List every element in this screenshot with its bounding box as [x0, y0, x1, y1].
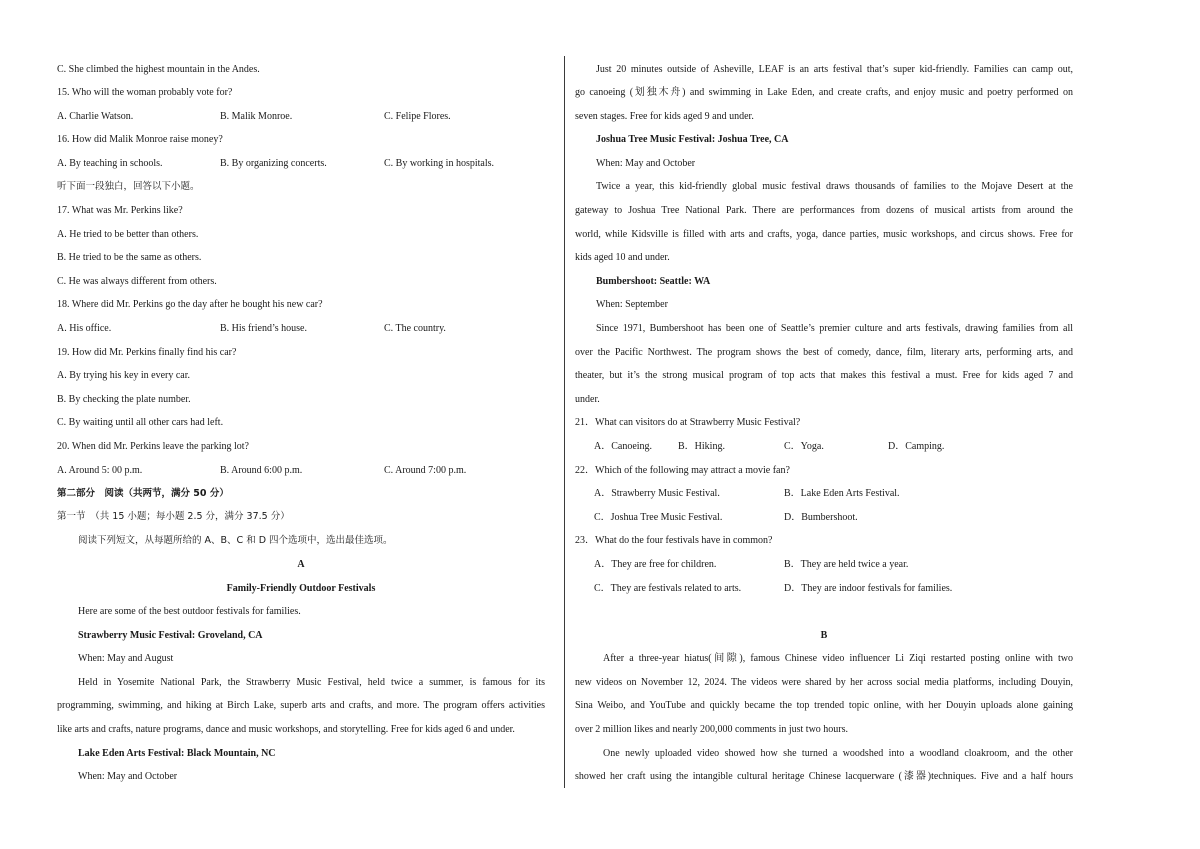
- passage-b-text-line: One newly uploaded video showed how she turned a woodshed into a woodland cloakroom, and the other: [603, 748, 1073, 759]
- joshua-tree-text-line: gateway to Joshua Tree National Park. There are performances from dozens of musical artists from around the: [575, 205, 1073, 216]
- passage-b-text-line: After a three-year hiatus(间隙), famous Chinese video influencer Li Ziqi restarted posting online with two: [603, 653, 1073, 664]
- q21-option-c: C．Yoga.: [784, 441, 824, 452]
- q14-option-c: C. She climbed the highest mountain in the Andes.: [57, 64, 260, 75]
- joshua-tree-text-line: Twice a year, this kid-friendly global music festival draws thousands of families to the Mojave Desert at the: [596, 181, 1073, 192]
- q21-option-b: B．Hiking.: [678, 441, 725, 452]
- part-two-heading: 第二部分 阅读（共两节，满分 50 分）: [57, 488, 229, 499]
- q16-option-a: A. By teaching in schools.: [57, 158, 163, 169]
- q17-option-c: C. He was always different from others.: [57, 276, 217, 287]
- passage-b-text-line: showed her craft using the intangible cultural heritage Chinese lacquerware (漆器)techniques. Five and a half hours: [575, 771, 1073, 782]
- joshua-tree-heading: Joshua Tree Music Festival: Joshua Tree, CA: [596, 134, 789, 145]
- q16-option-b: B. By organizing concerts.: [220, 158, 327, 169]
- passage-a-intro: Here are some of the best outdoor festivals for families.: [78, 606, 301, 617]
- q22-option-b: B．Lake Eden Arts Festival.: [784, 488, 900, 499]
- joshua-tree-when: When: May and October: [596, 158, 696, 169]
- q21-question: 21．What can visitors do at Strawberry Music Festival?: [575, 417, 801, 428]
- q19-option-b: B. By checking the plate number.: [57, 394, 191, 405]
- section-one-heading: 第一节 （共 15 小题；每小题 2.5 分，满分 37.5 分）: [57, 511, 290, 522]
- q19-question: 19. How did Mr. Perkins finally find his car?: [57, 347, 237, 358]
- q21-option-a: A．Canoeing.: [594, 441, 653, 452]
- passage-b-text-line: new videos on November 12, 2024. The videos were shared by her across social media platforms, including Douyin,: [575, 677, 1073, 688]
- bumbershoot-when: When: September: [596, 299, 668, 310]
- bumbershoot-heading: Bumbershoot: Seattle: WA: [596, 276, 711, 287]
- passage-a-title: Family-Friendly Outdoor Festivals: [226, 583, 376, 594]
- column-divider: [564, 56, 565, 788]
- q15-option-b: B. Malik Monroe.: [220, 111, 293, 122]
- reading-instruction: 阅读下列短文，从每题所给的 A、B、C 和 D 四个选项中，选出最佳选项。: [78, 535, 393, 546]
- q20-option-c: C. Around 7:00 p.m.: [384, 465, 467, 476]
- lake-eden-text-line: seven stages. Free for kids aged 9 and under.: [575, 111, 754, 122]
- q15-option-a: A. Charlie Watson.: [57, 111, 134, 122]
- q22-option-d: D．Bumbershoot.: [784, 512, 858, 523]
- q18-option-b: B. His friend’s house.: [220, 323, 307, 334]
- passage-a-letter: A: [297, 559, 305, 570]
- q15-question: 15. Who will the woman probably vote for?: [57, 87, 233, 98]
- q20-option-a: A. Around 5: 00 p.m.: [57, 465, 143, 476]
- strawberry-when: When: May and August: [78, 653, 174, 664]
- bumbershoot-text-line: Since 1971, Bumbershoot has been one of Seattle’s premier culture and arts festivals, drawing families from all: [596, 323, 1073, 334]
- joshua-tree-text-line: kids aged 10 and under.: [575, 252, 670, 263]
- q17-option-a: A. He tried to be better than others.: [57, 229, 199, 240]
- passage-b-text-line: over 2 million likes and nearly 200,000 comments in just two hours.: [575, 724, 849, 735]
- joshua-tree-text-line: world, while Kidsville is filled with arts and crafts, yoga, dance parties, music workshops, and circus shows. Free for: [575, 229, 1073, 240]
- passage-b-letter: B: [820, 630, 828, 641]
- lake-eden-text-line: Just 20 minutes outside of Asheville, LEAF is an arts festival that’s super kid-friendly. Families can camp out,: [596, 64, 1073, 75]
- q18-option-c: C. The country.: [384, 323, 446, 334]
- q23-option-b: B．They are held twice a year.: [784, 559, 909, 570]
- monologue-instruction: 听下面一段独白，回答以下小题。: [57, 181, 200, 192]
- q22-question: 22．Which of the following may attract a movie fan?: [575, 465, 790, 476]
- q16-option-c: C. By working in hospitals.: [384, 158, 495, 169]
- q19-option-c: C. By waiting until all other cars had left.: [57, 417, 224, 428]
- q17-question: 17. What was Mr. Perkins like?: [57, 205, 183, 216]
- q22-option-c: C．Joshua Tree Music Festival.: [594, 512, 723, 523]
- q23-option-d: D．They are indoor festivals for families.: [784, 583, 953, 594]
- q23-option-c: C．They are festivals related to arts.: [594, 583, 742, 594]
- lake-eden-heading: Lake Eden Arts Festival: Black Mountain, NC: [78, 748, 276, 759]
- q20-option-b: B. Around 6:00 p.m.: [220, 465, 303, 476]
- lake-eden-text-line: go canoeing (划独木舟) and swimming in Lake Eden, and create crafts, and enjoy music and poetry performed on: [575, 87, 1073, 98]
- q20-question: 20. When did Mr. Perkins leave the parking lot?: [57, 441, 249, 452]
- bumbershoot-text-line: under.: [575, 394, 600, 405]
- q21-option-d: D．Camping.: [888, 441, 945, 452]
- q23-option-a: A．They are free for children.: [594, 559, 717, 570]
- strawberry-text-line: programming, swimming, and hiking at Birch Lake, superb arts and crafts, and more. The program offers activities: [57, 700, 545, 711]
- q18-question: 18. Where did Mr. Perkins go the day after he bought his new car?: [57, 299, 323, 310]
- strawberry-text-line: Held in Yosemite National Park, the Strawberry Music Festival, held twice a summer, is famous for its: [78, 677, 545, 688]
- bumbershoot-text-line: over the Pacific Northwest. The program shows the best of comedy, dance, film, literary arts, performing arts, and: [575, 347, 1073, 358]
- strawberry-text-line: like arts and crafts, nature programs, dance and music workshops, and storytelling. Free for kids aged 6 and under.: [57, 724, 515, 735]
- lake-eden-when: When: May and October: [78, 771, 178, 782]
- q16-question: 16. How did Malik Monroe raise money?: [57, 134, 223, 145]
- q17-option-b: B. He tried to be the same as others.: [57, 252, 202, 263]
- strawberry-heading: Strawberry Music Festival: Groveland, CA: [78, 630, 263, 641]
- bumbershoot-text-line: theater, but it’s the strong musical program of top acts that makes this festival a must. Free for kids aged 7 and: [575, 370, 1073, 381]
- passage-b-text-line: Sina Weibo, and YouTube and quickly became the top trended topic online, with her Douyin uploads alone gaining: [575, 700, 1073, 711]
- q19-option-a: A. By trying his key in every car.: [57, 370, 191, 381]
- q15-option-c: C. Felipe Flores.: [384, 111, 451, 122]
- q23-question: 23．What do the four festivals have in common?: [575, 535, 773, 546]
- q22-option-a: A．Strawberry Music Festival.: [594, 488, 720, 499]
- q18-option-a: A. His office.: [57, 323, 112, 334]
